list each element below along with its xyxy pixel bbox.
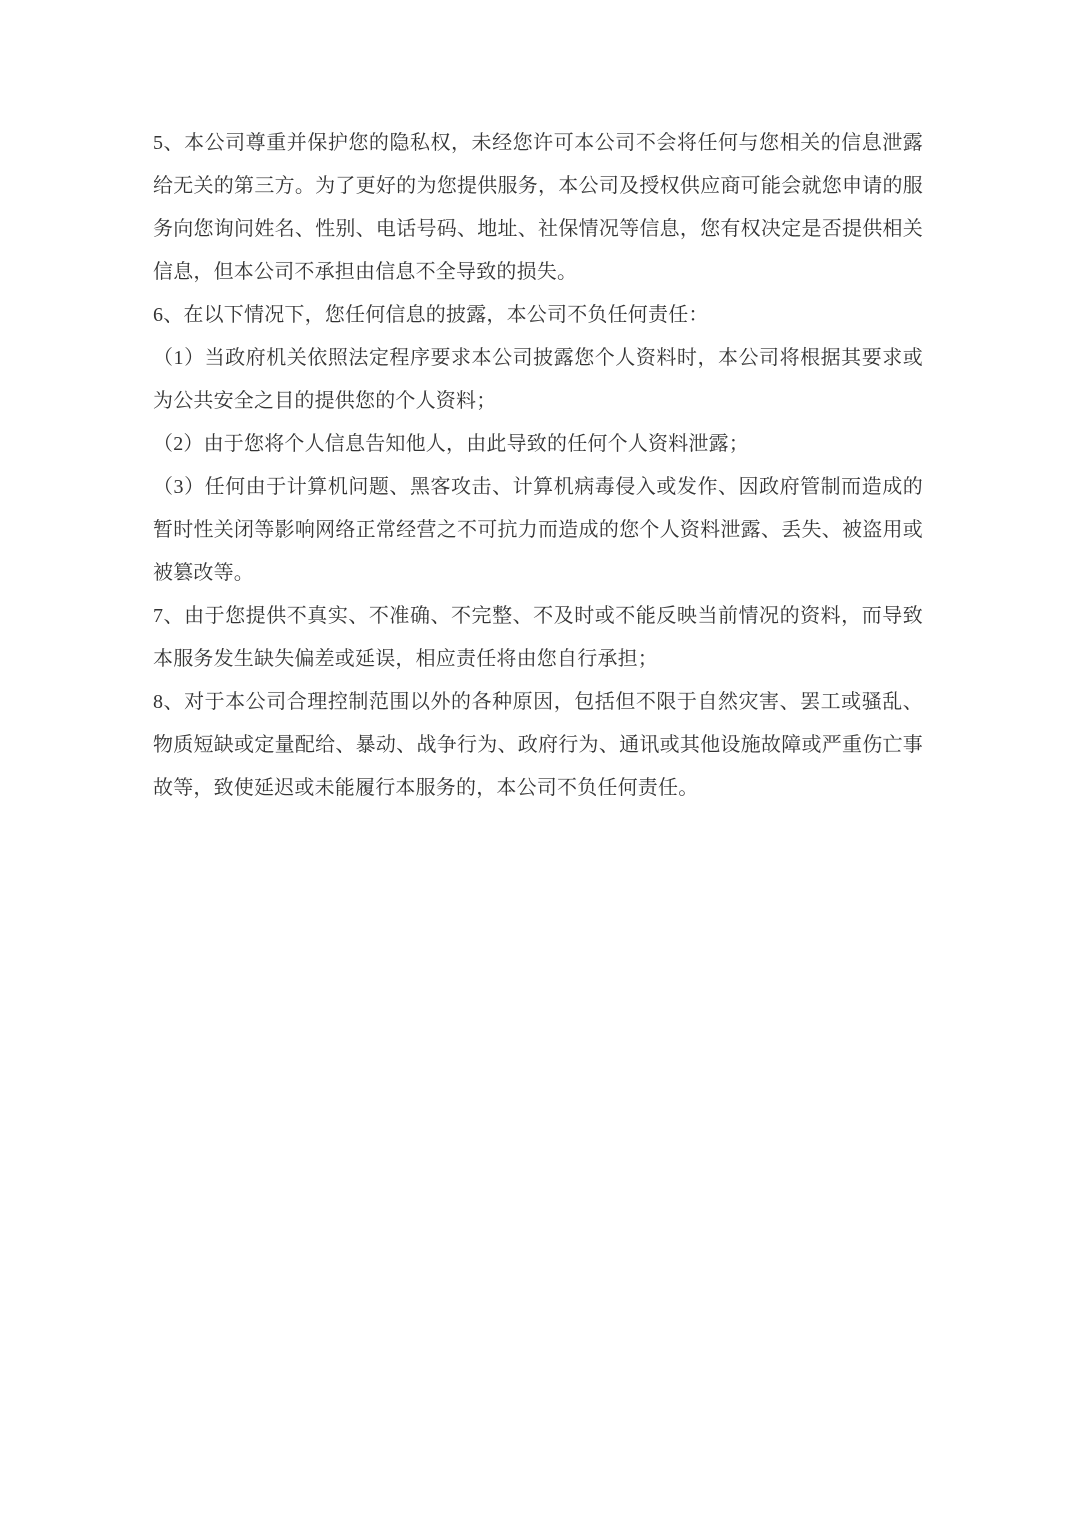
paragraph-clause-5: 5、本公司尊重并保护您的隐私权，未经您许可本公司不会将任何与您相关的信息泄露给无关的第三方。为了更好的为您提供服务，本公司及授权供应商可能会就您申请的服务向您询问姓名、性别、电话号码、地址、社保情况等信息，您有权决定是否提供相关信息，但本公司不承担由信息不全导致的损失。 — [153, 132, 923, 283]
paragraph-clause-8: 8、对于本公司合理控制范围以外的各种原因，包括但不限于自然灾害、罢工或骚乱、物质短缺或定量配给、暴动、战争行为、政府行为、通讯或其他设施故障或严重伤亡事故等，致使延迟或未能履行本服务的，本公司不负任何责任。 — [153, 691, 923, 799]
paragraph-clause-6-item-2: （2）由于您将个人信息告知他人，由此导致的任何个人资料泄露； — [153, 433, 749, 455]
paragraph-clause-6: 6、在以下情况下，您任何信息的披露，本公司不负任何责任： — [153, 304, 709, 326]
paragraph-clause-6-item-3: （3）任何由于计算机问题、黑客攻击、计算机病毒侵入或发作、因政府管制而造成的暂时性关闭等影响网络正常经营之不可抗力而造成的您个人资料泄露、丢失、被盗用或被篡改等。 — [153, 476, 923, 584]
document-text-block — [153, 122, 923, 810]
paragraph-clause-7: 7、由于您提供不真实、不准确、不完整、不及时或不能反映当前情况的资料，而导致本服务发生缺失偏差或延误，相应责任将由您自行承担； — [153, 605, 923, 670]
paragraph-clause-6-item-1: （1）当政府机关依照法定程序要求本公司披露您个人资料时，本公司将根据其要求或为公共安全之目的提供您的个人资料； — [153, 347, 923, 412]
